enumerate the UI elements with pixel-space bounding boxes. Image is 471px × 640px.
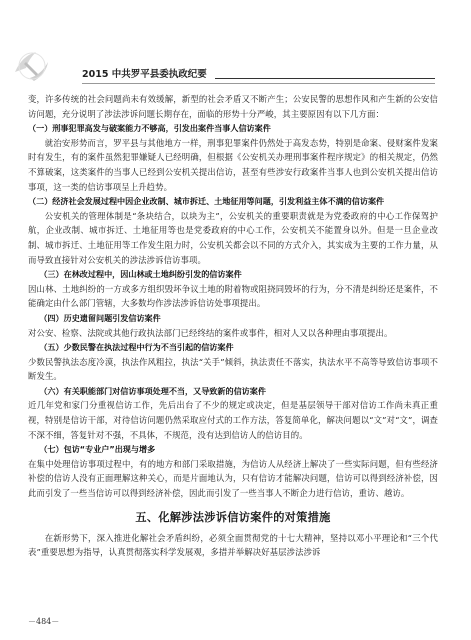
party-emblem-icon [12,48,52,84]
paragraph: 公安机关的管理体制是“条块结合，以块为主”，公安机关的重要职责就是为党委政府的中心工作保驾护航，企业改制、城市拆迁、土地征用等也是党委政府的中心工作，公安机关不能置身以外。但是一旦企业改制、城市拆迁、土地征用等工作发生阻力时，公安机关都会以不同的方式介入，其实成为主要的工作力量，从而导致直接针对公安机关的涉法涉诉信访事项。 [28,210,438,265]
subsection-heading: （六）有关职能部门对信访事项处理不当，又导致新的信访案件 [39,385,266,396]
paragraph: 因山林、土地纠纷的一方或多方组织毁坏争议土地的附着物或阻挠同毁坏的行为，分不清是纠纷还是案件，不能确定由什么部门管辖，大多数均作涉法涉诉信访处事项提出。 [28,283,438,309]
paragraph: 少数民警执法态度冷漠，执法作风粗拉，执法“关手”倾斜，执法责任不落实，执法水平不高等导致信访事项不断发生。 [28,356,438,382]
page-number: －484－ [28,617,60,626]
header-subrule [82,83,435,84]
paragraph: 近几年党和家门分重视信访工作，先后出台了不少的规定或决定，但是基层领导干部对信访工作尚未真正重视，特别是信访干部，对待信访问题仍然采取应付式的工作方法，答复简单化，解决问题以“文”对“文”，调查不深不细，答复针对不强，不具体，不规范，没有达到信访人的信访目的。 [28,400,438,440]
book-title: 2015 中共罗平县委执政纪要 [82,69,207,80]
paragraph: 在新形势下，深入推进化解社会矛盾纠纷，必须全面贯彻党的十七大精神，坚持以邓小平理论和“三个代表”重要思想为指导，认真贯彻落实科学发展观，多措并举解决好基层涉法涉诉 [28,532,438,558]
paragraph: 变，许多传统的社会问题尚未有效缓解，新型的社会矛盾又不断产生；公安民警的思想作风和产生新的公安信访问题，充分说明了涉法涉诉问题长期存在，面临的形势十分严峻，其主要原因有以下几方面： [28,94,438,119]
header-rule [215,78,435,79]
page-header [0,48,471,88]
subsection-heading: （三）在林改过程中，因山林或土地纠纷引发的信访案件 [39,269,242,280]
paragraph: 在集中处理信访事项过程中，有的地方和部门采取措施，为信访人从经济上解决了一些实际问题，但有些经济补偿的信访人没有正面理解这种关心，而是片面地认为，只有信访才能解决问题，信访可以得到经济补偿，因此而引发了一些当信访可以得到经济补偿，因此而引发了一些当事人不断企力进行信访，重访、越访。 [28,458,438,499]
subsection-heading: （七）包访“专业户”出现与增多 [39,444,156,455]
paragraph: 对公安、检察、法院或其他行政执法部门已经终结的案件或事件，相对人又以各种理由事项提出。 [28,327,393,338]
subsection-heading: （四）历史遗留问题引发信访案件 [39,312,161,323]
subsection-heading: （五）少数民警在执法过程中行为不当引起的信访案件 [39,342,234,353]
paragraph: 就治安形势而言，罗平县与其他地方一样，刑事犯罪案件仍然处于高发态势，特别是命案、侵财案件发案时有发生，有的案件虽然犯罪嫌疑人已经明确，但根据《公安机关办理刑事案件程序规定》的相关规定，仍然不算破案，这类案件的当事人已经到公安机关提出信访，甚至有些涉安行政案件当事人也到公安机关提出信访事项，这一类的信访事项呈上升趋势。 [28,137,438,192]
page-body [28,92,438,560]
subsection-heading: （二）经济社会发展过程中因企业改制、城市拆迁、土地征用等问题，引发利益主体不满的信访案件 [28,196,385,207]
section-heading: 五、化解涉法涉诉信访案件的对策措施 [135,510,331,524]
subsection-heading: （一）刑事犯罪高发与破案能力不够高，引发出案件当事人信访案件 [28,123,271,134]
